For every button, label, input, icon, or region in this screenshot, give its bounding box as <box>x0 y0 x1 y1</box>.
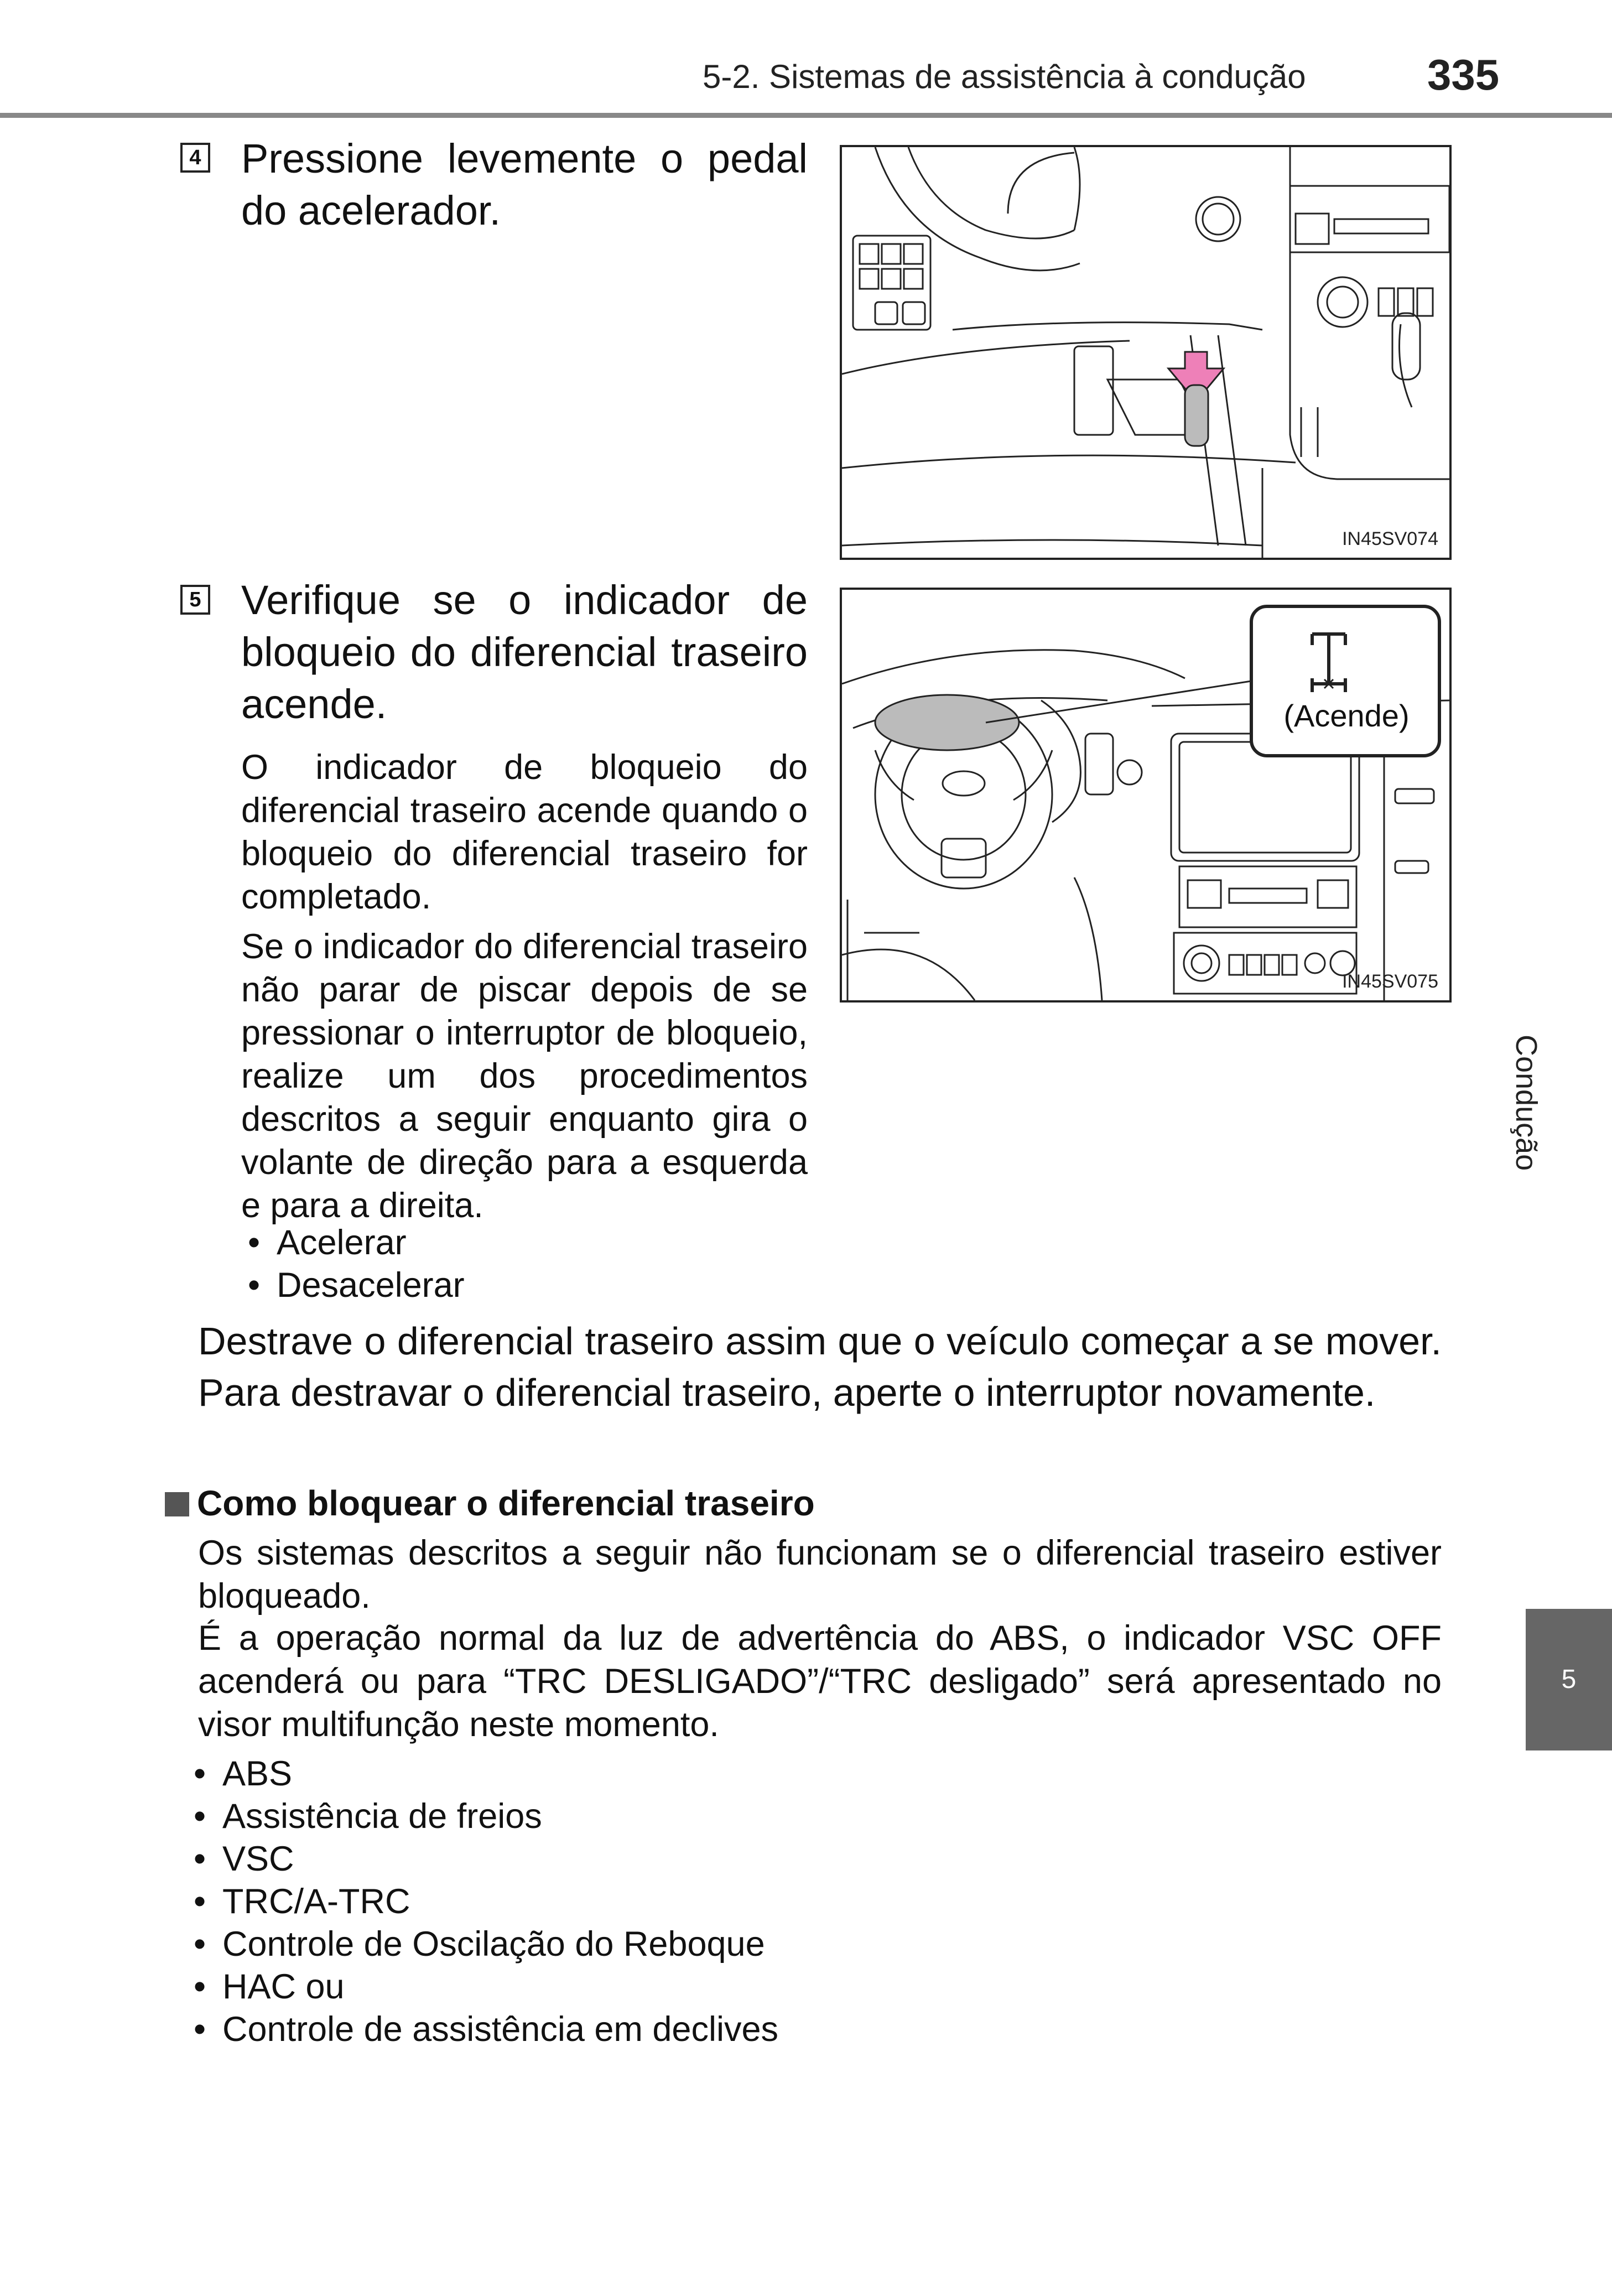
main-paragraph: Destrave o diferencial traseiro assim que o veículo começar a se mover. Para destravar o diferencial traseiro, aperte o interruptor novamente. <box>198 1320 1442 1414</box>
step-5-text: Verifique se o indicador de bloqueio do diferencial traseiro acende. <box>241 577 808 727</box>
chapter-number: 5 <box>1561 1665 1577 1694</box>
list-item: • HAC ou <box>189 1966 778 2008</box>
accelerator-pedal-illustration <box>842 147 1449 558</box>
step-5-note-1: O indicador de bloqueio do diferencial traseiro acende quando o bloqueio do diferencial traseiro for completado. <box>241 748 808 916</box>
section-paragraph-1: Os sistemas descritos a seguir não funcionam se o diferencial traseiro estiver bloqueado. <box>198 1534 1442 1615</box>
list-item: • Controle de Oscilação do Reboque <box>189 1923 778 1966</box>
figure-indicator-cluster <box>840 588 1452 1002</box>
step-number-5: 5 <box>180 585 210 615</box>
figure-code: IN45SV074 <box>1342 528 1438 549</box>
list-item: • Assistência de freios <box>189 1795 778 1838</box>
figure-accelerator-pedal <box>840 145 1452 560</box>
section-heading-text: Como bloquear o diferencial traseiro <box>197 1483 815 1523</box>
figure-code: IN45SV075 <box>1342 971 1438 992</box>
list-item: • ABS <box>189 1753 778 1795</box>
chapter-tab <box>1526 1609 1612 1750</box>
chapter-label-text: Condução <box>1510 1035 1543 1171</box>
section-paragraph-2: É a operação normal da luz de advertência do ABS, o indicador VSC OFF acenderá ou para “TRC DESLIGADO”/“TRC desligado” será apresentado no visor multifunção neste momento. <box>198 1619 1442 1744</box>
list-item: • TRC/A-TRC <box>189 1881 778 1923</box>
page-number: 335 <box>1427 50 1500 99</box>
step-5-note-2: Se o indicador do diferencial traseiro não parar de piscar depois de se pressionar o interruptor de bloqueio, realize um dos procedimentos descritos a seguir enquanto gira o volante de direção para a esquerda e para a direita. <box>241 927 808 1225</box>
step-number-4: 4 <box>180 143 210 173</box>
list-item: • Controle de assistência em declives <box>189 2008 778 2051</box>
chapter-label <box>1510 1035 1582 1195</box>
indicator-cluster-illustration <box>842 590 1449 1000</box>
square-bullet-icon <box>165 1492 189 1516</box>
section-title: 5-2. Sistemas de assistência à condução <box>703 58 1306 95</box>
section-heading <box>165 1483 815 1524</box>
header-divider <box>0 113 1612 118</box>
list-item: • Desacelerar <box>243 1264 465 1307</box>
step-5-bullet-list <box>243 1222 465 1307</box>
acende-callout-label: (Acende) <box>1283 698 1410 733</box>
list-item: • Acelerar <box>243 1222 465 1264</box>
section-bullet-list <box>189 1753 778 2051</box>
step-4-text: Pressione levemente o pedal do acelerador. <box>241 136 808 233</box>
list-item: • VSC <box>189 1838 778 1881</box>
